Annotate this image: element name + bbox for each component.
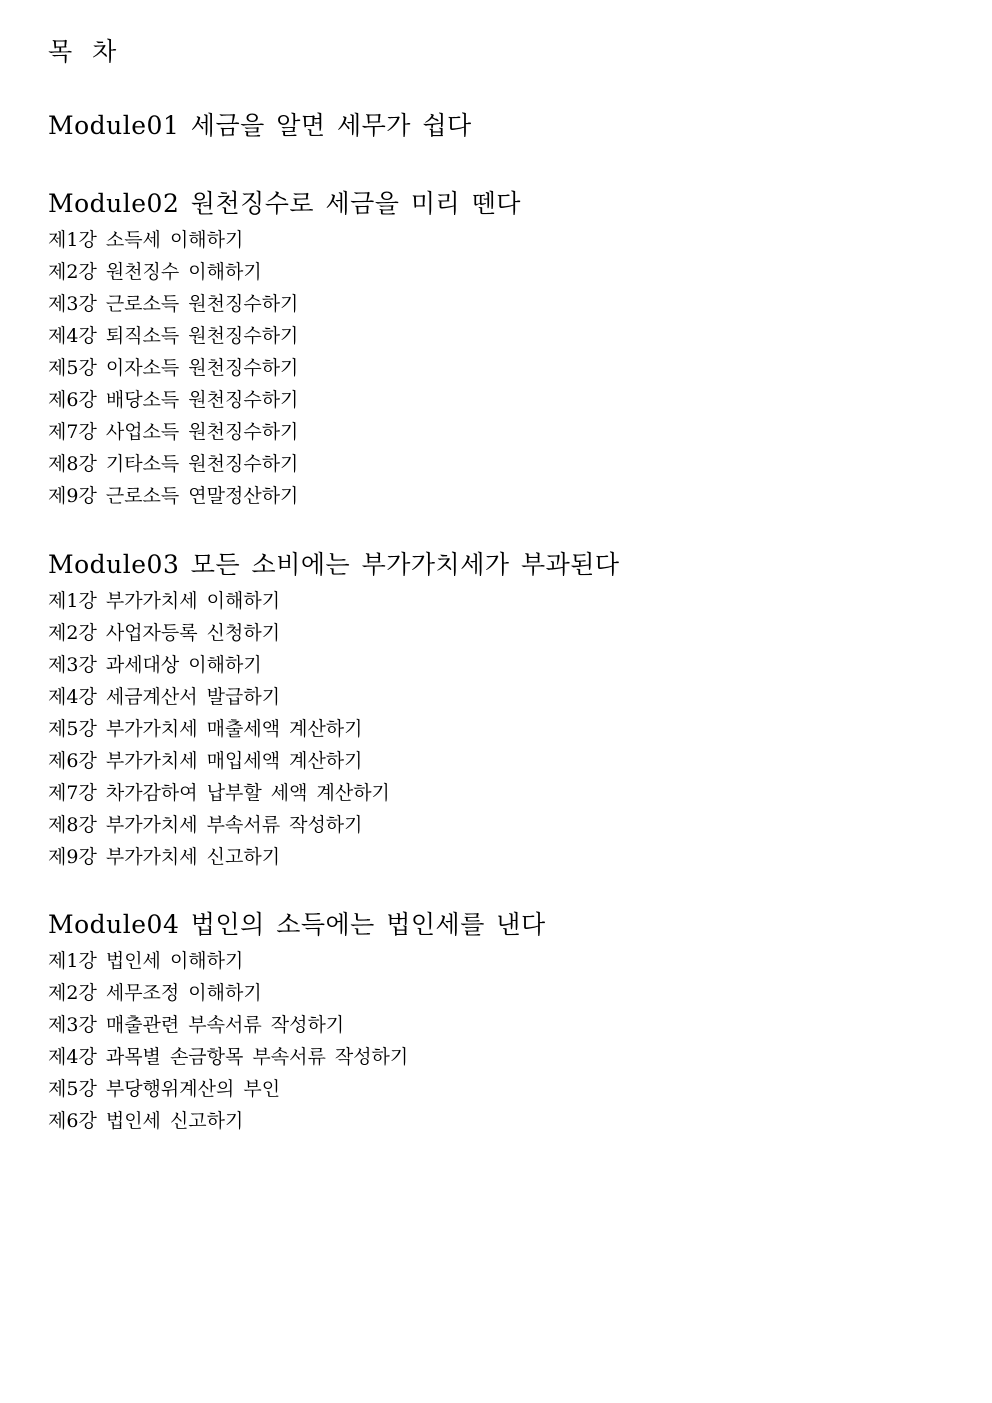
- lecture-item: 제8강 기타소득 원천징수하기: [48, 453, 299, 475]
- lecture-item: 제1강 소득세 이해하기: [48, 229, 244, 251]
- toc-title: 목 차: [48, 37, 123, 66]
- lecture-item: 제6강 법인세 신고하기: [48, 1110, 244, 1132]
- module-01-title: Module01 세금을 알면 세무가 쉽다: [48, 111, 472, 140]
- lecture-item: 제1강 부가가치세 이해하기: [48, 590, 281, 612]
- lecture-item: 제4강 퇴직소득 원천징수하기: [48, 325, 299, 347]
- lecture-item: 제6강 부가가치세 매입세액 계산하기: [48, 750, 363, 772]
- lecture-item: 제7강 차가감하여 납부할 세액 계산하기: [48, 782, 390, 804]
- module-04-title: Module04 법인의 소득에는 법인세를 낸다: [48, 910, 546, 939]
- module-02-lecture-list: [48, 224, 948, 512]
- lecture-item: 제3강 매출관련 부속서류 작성하기: [48, 1014, 345, 1036]
- lecture-item: 제4강 세금계산서 발급하기: [48, 686, 281, 708]
- module-01-section: [48, 106, 948, 146]
- lecture-item: 제9강 근로소득 연말정산하기: [48, 485, 299, 507]
- lecture-item: 제1강 법인세 이해하기: [48, 950, 244, 972]
- module-02-section: [48, 184, 948, 512]
- lecture-item: 제5강 부당행위계산의 부인: [48, 1078, 281, 1100]
- module-03-title: Module03 모든 소비에는 부가가치세가 부과된다: [48, 550, 620, 579]
- lecture-item: 제8강 부가가치세 부속서류 작성하기: [48, 814, 363, 836]
- lecture-item: 제6강 배당소득 원천징수하기: [48, 389, 299, 411]
- module-04-section: [48, 905, 948, 1137]
- module-03-lecture-list: [48, 585, 948, 873]
- module-02-title: Module02 원천징수로 세금을 미리 뗀다: [48, 189, 521, 218]
- lecture-item: 제7강 사업소득 원천징수하기: [48, 421, 299, 443]
- module-04-lecture-list: [48, 945, 948, 1137]
- lecture-item: 제3강 과세대상 이해하기: [48, 654, 262, 676]
- lecture-item: 제2강 원천징수 이해하기: [48, 261, 262, 283]
- lecture-item: 제5강 부가가치세 매출세액 계산하기: [48, 718, 363, 740]
- lecture-item: 제5강 이자소득 원천징수하기: [48, 357, 299, 379]
- lecture-item: 제4강 과목별 손금항목 부속서류 작성하기: [48, 1046, 409, 1068]
- lecture-item: 제2강 세무조정 이해하기: [48, 982, 262, 1004]
- lecture-item: 제9강 부가가치세 신고하기: [48, 846, 281, 868]
- lecture-item: 제3강 근로소득 원천징수하기: [48, 293, 299, 315]
- lecture-item: 제2강 사업자등록 신청하기: [48, 622, 281, 644]
- module-03-section: [48, 545, 948, 873]
